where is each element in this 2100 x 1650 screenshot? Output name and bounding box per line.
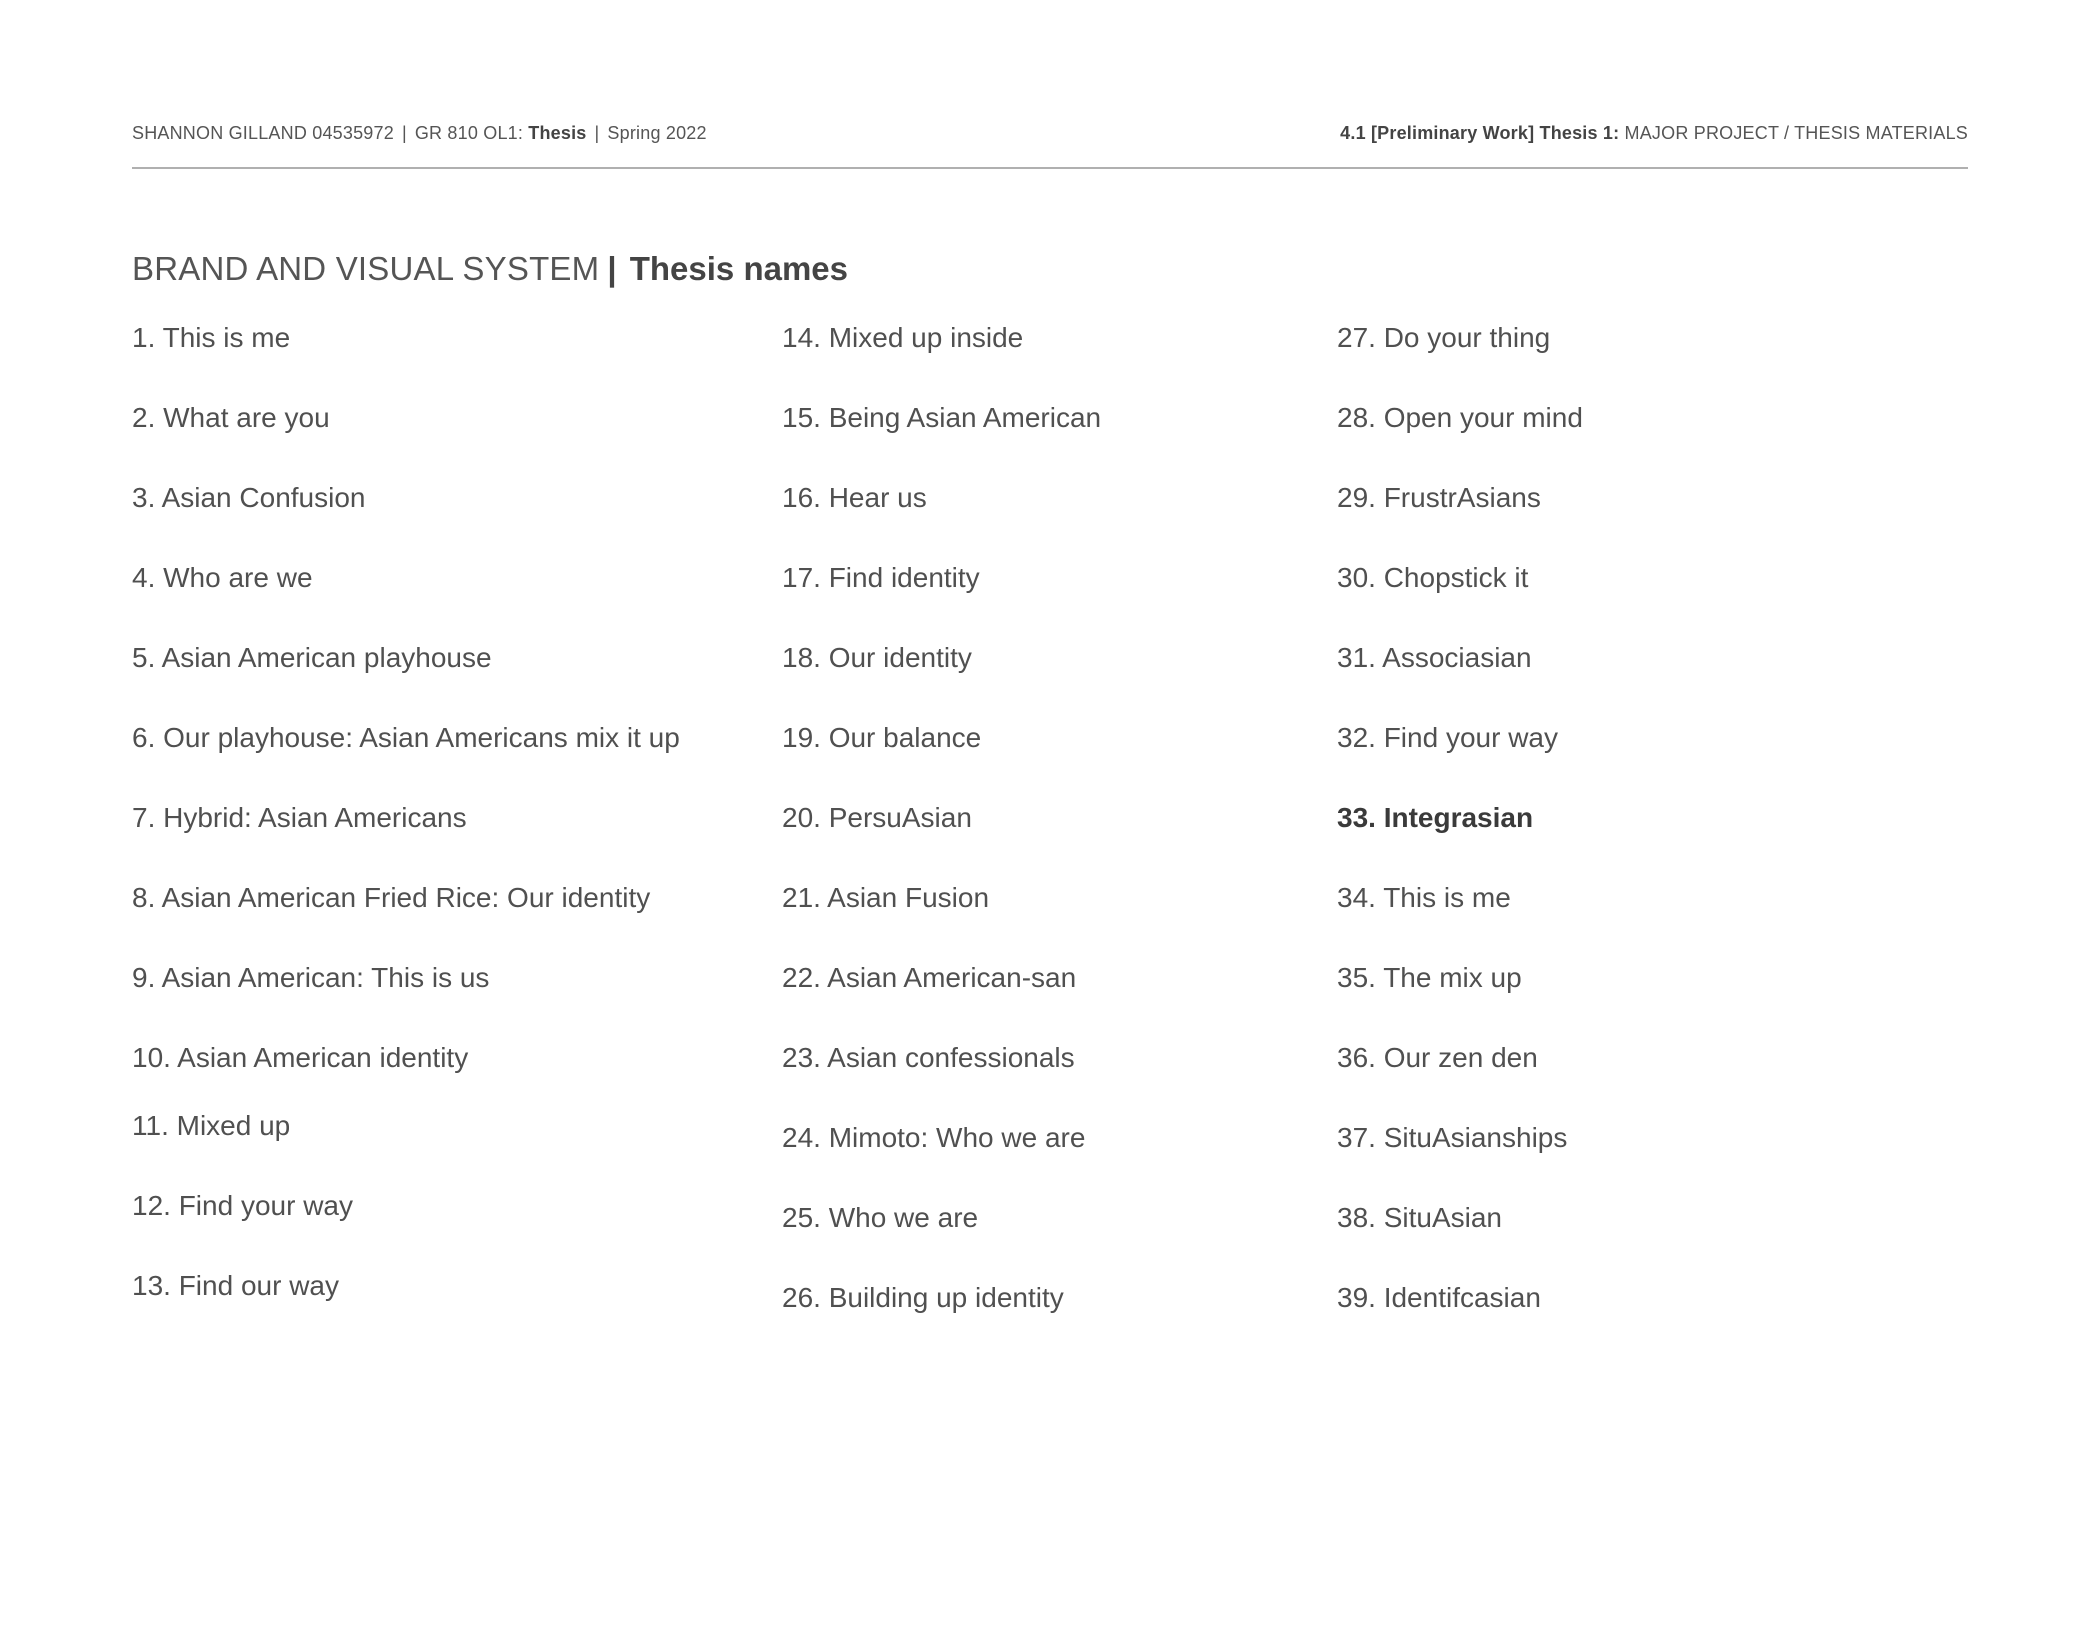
header-separator: | [401,123,407,143]
section-label: 4.1 [Preliminary Work] Thesis 1: [1340,123,1620,143]
thesis-name-item: 31. Associasian [1337,642,1532,673]
author-name-id: SHANNON GILLAND 04535972 [132,123,394,143]
thesis-name-item: 7. Hybrid: Asian Americans [132,802,467,833]
thesis-name-item: 39. Identifcasian [1337,1282,1541,1313]
term: Spring 2022 [607,123,707,143]
thesis-name-item: 27. Do your thing [1337,322,1551,353]
title-separator: | [607,250,617,287]
thesis-name-item: 32. Find your way [1337,722,1558,753]
header-separator: | [594,123,600,143]
thesis-name-item: 8. Asian American Fried Rice: Our identity [132,882,651,913]
header-left [132,123,707,144]
header-divider [132,167,1968,169]
thesis-name-item: 17. Find identity [782,562,980,593]
thesis-name-item: 10. Asian American identity [132,1042,469,1073]
thesis-name-item: 21. Asian Fusion [782,882,990,913]
thesis-name-item: 29. FrustrAsians [1337,482,1541,513]
page-title [132,250,848,288]
thesis-name-item: 13. Find our way [132,1270,339,1301]
thesis-name-item: 34. This is me [1337,882,1511,913]
header-right [1340,123,1968,144]
course-prefix: GR 810 OL1: [414,123,524,143]
thesis-name-item: 24. Mimoto: Who we are [782,1122,1086,1153]
thesis-name-item: 30. Chopstick it [1337,562,1529,593]
thesis-name-item: 2. What are you [132,402,330,433]
thesis-name-item: 19. Our balance [782,722,982,753]
thesis-name-item: 14. Mixed up inside [782,322,1024,353]
thesis-name-item: 37. SituAsianships [1337,1122,1568,1153]
thesis-name-item-selected: 33. Integrasian [1337,802,1534,833]
thesis-name-item: 20. PersuAsian [782,802,972,833]
thesis-name-item: 3. Asian Confusion [132,482,366,513]
thesis-name-item: 22. Asian American-san [782,962,1077,993]
thesis-name-item: 11. Mixed up [132,1110,291,1141]
thesis-name-item: 23. Asian confessionals [782,1042,1075,1073]
page-title-main: BRAND AND VISUAL SYSTEM [132,250,600,287]
course-name: Thesis [528,123,587,143]
thesis-name-item: 26. Building up identity [782,1282,1064,1313]
section-title: MAJOR PROJECT / THESIS MATERIALS [1624,123,1968,143]
thesis-name-item: 12. Find your way [132,1190,353,1221]
thesis-name-item: 25. Who we are [782,1202,979,1233]
thesis-name-item: 16. Hear us [782,482,927,513]
thesis-name-item: 4. Who are we [132,562,313,593]
thesis-name-item: 15. Being Asian American [782,402,1102,433]
thesis-name-item: 9. Asian American: This is us [132,962,490,993]
thesis-name-item: 1. This is me [132,322,291,353]
thesis-name-item: 6. Our playhouse: Asian Americans mix it up [132,722,680,753]
thesis-name-item: 38. SituAsian [1337,1202,1502,1233]
thesis-name-item: 18. Our identity [782,642,972,673]
thesis-name-item: 36. Our zen den [1337,1042,1538,1073]
thesis-name-item: 28. Open your mind [1337,402,1583,433]
page-title-sub: Thesis names [629,250,849,287]
page-header [132,123,1968,151]
thesis-name-item: 35. The mix up [1337,962,1522,993]
thesis-name-item: 5. Asian American playhouse [132,642,492,673]
